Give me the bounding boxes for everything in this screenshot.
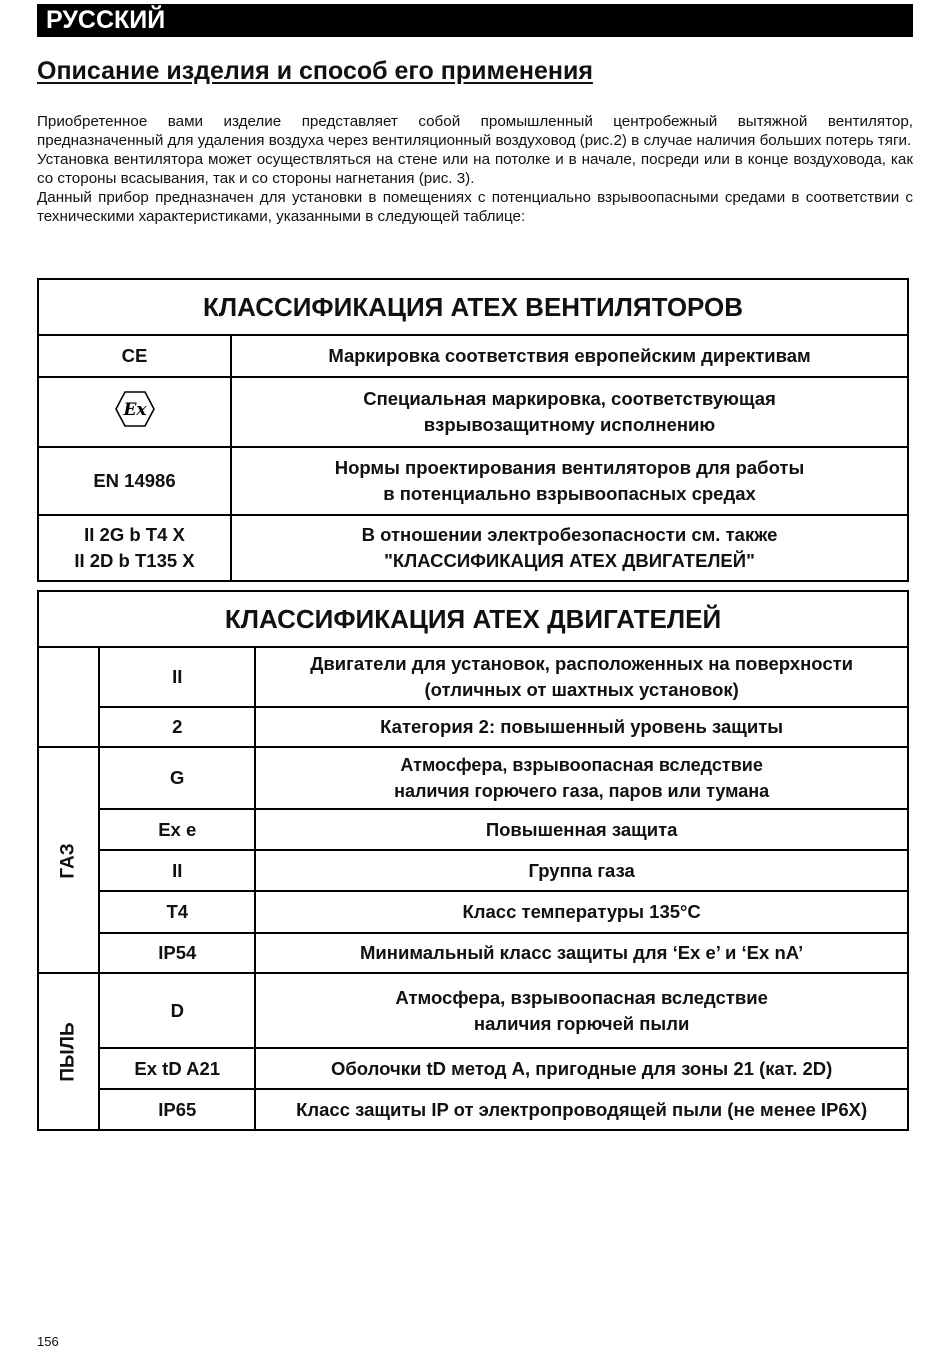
code-cell bbox=[38, 377, 231, 447]
table-row bbox=[38, 447, 908, 515]
code-cell: EN 14986 bbox=[38, 447, 231, 515]
table-row bbox=[38, 891, 908, 933]
desc-cell: Атмосфера, взрывоопасная вследствие наличия горючей пыли bbox=[255, 973, 908, 1048]
code-cell: G bbox=[99, 747, 255, 809]
ex-mark-icon bbox=[114, 390, 156, 428]
code-cell: CE bbox=[38, 335, 231, 377]
desc-cell: Повышенная защита bbox=[255, 809, 908, 850]
code-cell: IP54 bbox=[99, 933, 255, 973]
table-row bbox=[38, 747, 908, 809]
code-cell: IP65 bbox=[99, 1089, 255, 1130]
intro-text bbox=[37, 112, 913, 226]
desc-cell: Категория 2: повышенный уровень защиты bbox=[255, 707, 908, 747]
code-cell: D bbox=[99, 973, 255, 1048]
table-row bbox=[38, 809, 908, 850]
table-row bbox=[38, 850, 908, 891]
page-title: Описание изделия и способ его применения bbox=[37, 57, 593, 85]
code-cell: 2 bbox=[99, 707, 255, 747]
side-empty-cell bbox=[38, 647, 99, 747]
desc-cell: Минимальный класс защиты для ‘Ex e’ и ‘Ex nA’ bbox=[255, 933, 908, 973]
gas-label: ГАЗ bbox=[57, 842, 79, 879]
table-row bbox=[38, 335, 908, 377]
desc-cell: Атмосфера, взрывоопасная вследствие наличия горючего газа, паров или тумана bbox=[255, 747, 908, 809]
dust-side-label bbox=[38, 973, 99, 1130]
language-header: РУССКИЙ bbox=[37, 4, 913, 37]
desc-cell: Нормы проектирования вентиляторов для работы в потенциально взрывоопасных средах bbox=[231, 447, 908, 515]
table-title: КЛАССИФИКАЦИЯ ATEX ВЕНТИЛЯТОРОВ bbox=[38, 279, 908, 335]
desc-cell: Оболочки tD метод A, пригодные для зоны 21 (кат. 2D) bbox=[255, 1048, 908, 1089]
desc-cell: В отношении электробезопасности см. также "КЛАССИФИКАЦИЯ ATEX ДВИГАТЕЛЕЙ" bbox=[231, 515, 908, 581]
desc-cell: Класс защиты IP от электропроводящей пыли (не менее IP6X) bbox=[255, 1089, 908, 1130]
table-row bbox=[38, 707, 908, 747]
code-cell: II bbox=[99, 647, 255, 707]
code-cell: II 2G b T4 X II 2D b T135 X bbox=[38, 515, 231, 581]
atex-fans-table bbox=[37, 278, 909, 582]
desc-cell: Группа газа bbox=[255, 850, 908, 891]
table-row bbox=[38, 933, 908, 973]
atex-motors-table bbox=[37, 590, 909, 1131]
desc-cell: Маркировка соответствия европейским директивам bbox=[231, 335, 908, 377]
desc-cell: Специальная маркировка, соответствующая взрывозащитному исполнению bbox=[231, 377, 908, 447]
table-row bbox=[38, 973, 908, 1048]
table-row bbox=[38, 1048, 908, 1089]
code-cell: Ex e bbox=[99, 809, 255, 850]
svg-text:Ex: Ex bbox=[122, 399, 147, 420]
intro-paragraph: Установка вентилятора может осуществляться на стене или на потолке и в начале, посреди или в конце воздуховода, как со стороны всасывания, так и со стороны нагнетания (рис. 3). bbox=[37, 151, 913, 187]
code-cell: II bbox=[99, 850, 255, 891]
table-row bbox=[38, 647, 908, 707]
table-row bbox=[38, 515, 908, 581]
table-row bbox=[38, 377, 908, 447]
code-cell: T4 bbox=[99, 891, 255, 933]
table-row bbox=[38, 1089, 908, 1130]
code-cell: Ex tD A21 bbox=[99, 1048, 255, 1089]
intro-paragraph: Данный прибор предназначен для установки в помещениях с потенциально взрывоопасными средами в соответствии с техническими характеристиками, указанными в следующей таблице: bbox=[37, 189, 913, 225]
desc-cell: Класс температуры 135°C bbox=[255, 891, 908, 933]
gas-side-label bbox=[38, 747, 99, 973]
intro-paragraph: Приобретенное вами изделие представляет собой промышленный центробежный вытяжной вентилятор, предназначенный для удаления воздуха через вентиляционный воздуховод (рис.2) в случае наличия больших потерь тяги. bbox=[37, 113, 913, 149]
desc-cell: Двигатели для установок, расположенных на поверхности (отличных от шахтных установок) bbox=[255, 647, 908, 707]
page-number: 156 bbox=[37, 1334, 59, 1349]
table-title: КЛАССИФИКАЦИЯ ATEX ДВИГАТЕЛЕЙ bbox=[38, 591, 908, 647]
dust-label: ПЫЛЬ bbox=[57, 1022, 79, 1082]
